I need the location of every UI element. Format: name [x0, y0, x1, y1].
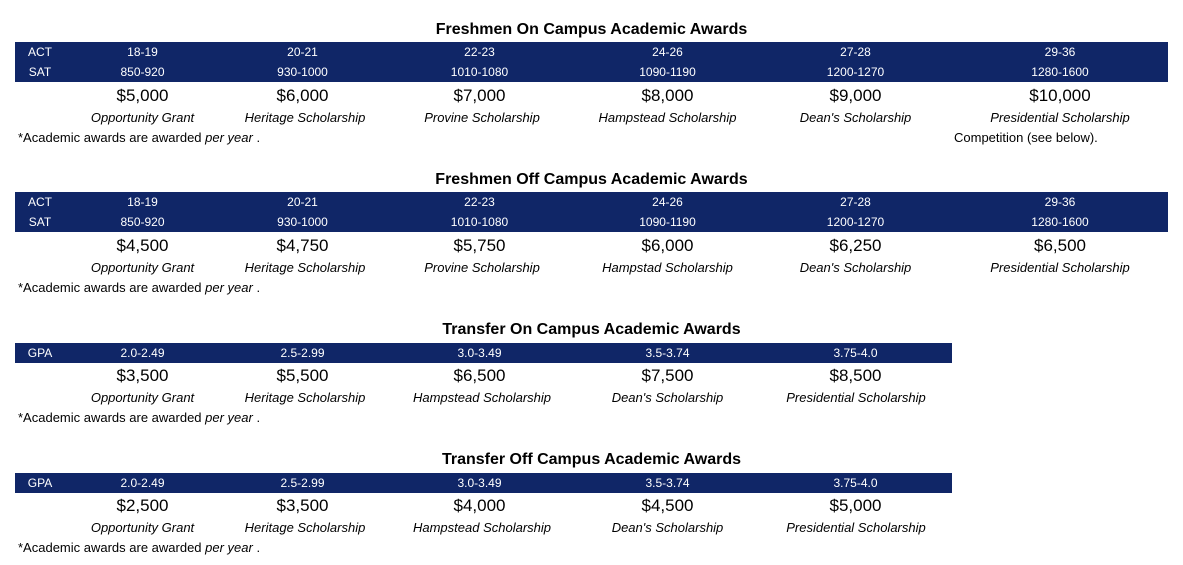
award-name: Dean's Scholarship: [799, 260, 912, 275]
footnote: [18, 128, 260, 148]
award-name: Opportunity Grant: [90, 110, 195, 125]
section-freshmen-on-campus: [15, 20, 1168, 160]
header-bar: [15, 42, 1168, 82]
gpa-range: 3.0-3.49: [457, 346, 502, 360]
award-amount: $8,000: [641, 86, 694, 105]
sat-range: 1280-1600: [1031, 65, 1089, 79]
act-range: 20-21: [287, 195, 318, 209]
footnote: [18, 278, 260, 298]
award-name: Dean's Scholarship: [611, 520, 724, 535]
award-amount: $4,500: [116, 236, 169, 255]
gpa-range: 2.0-2.49: [120, 346, 165, 360]
section-transfer-on-campus: [15, 320, 952, 430]
gpa-range: 3.5-3.74: [645, 476, 690, 490]
award-name: Heritage Scholarship: [244, 260, 366, 275]
act-range: 27-28: [840, 195, 871, 209]
sat-range: 1010-1080: [450, 215, 509, 229]
award-name: Heritage Scholarship: [244, 110, 366, 125]
act-range: 20-21: [287, 45, 318, 59]
section-title: Freshmen Off Campus Academic Awards: [435, 171, 748, 188]
award-amount: $8,500: [829, 366, 882, 385]
award-name: Hampstad Scholarship: [602, 260, 733, 275]
section-transfer-off-campus: [15, 450, 952, 560]
footnote-text: *Academic awards are awarded: [18, 410, 206, 425]
footnote-text: *Academic awards are awarded: [18, 130, 206, 145]
gpa-range: 3.75-4.0: [833, 476, 878, 490]
award-amount: $5,000: [116, 86, 169, 105]
award-amount: $6,000: [276, 86, 329, 105]
footnote-italic: per year: [205, 540, 253, 555]
gpa-label: GPA: [27, 476, 53, 490]
award-amount: $10,000: [1029, 86, 1091, 105]
award-amount: $6,500: [453, 366, 506, 385]
award-name: Provine Scholarship: [424, 110, 540, 125]
act-range: 29-36: [1044, 45, 1076, 59]
footnote-suffix: .: [252, 540, 261, 555]
act-label: ACT: [28, 195, 52, 209]
award-amount: $4,500: [641, 496, 694, 515]
act-range: 18-19: [127, 45, 158, 59]
act-range: 18-19: [127, 195, 158, 209]
act-range: 27-28: [840, 45, 871, 59]
footnote-text: *Academic awards are awarded: [18, 280, 206, 295]
act-range: 24-26: [652, 45, 683, 59]
award-amount: $5,500: [276, 366, 329, 385]
award-name: Hampstead Scholarship: [412, 520, 552, 535]
footnote-suffix: .: [252, 130, 261, 145]
award-name: Dean's Scholarship: [611, 390, 724, 405]
gpa-range: 3.0-3.49: [457, 476, 502, 490]
section-title: Freshmen On Campus Academic Awards: [435, 21, 748, 38]
award-name: Hampstead Scholarship: [412, 390, 552, 405]
sat-row: [15, 62, 1168, 82]
footnote-italic: per year: [205, 130, 253, 145]
act-range: 22-23: [464, 45, 495, 59]
sat-range: 1010-1080: [450, 65, 509, 79]
header-bar: [15, 473, 952, 493]
sat-range: 1090-1190: [639, 65, 696, 79]
act-range: 22-23: [464, 195, 495, 209]
act-row: [15, 192, 1168, 212]
sat-label: SAT: [28, 65, 52, 79]
sat-label: SAT: [28, 215, 52, 229]
sat-range: 850-920: [120, 215, 165, 229]
award-amount: $4,750: [276, 236, 329, 255]
award-name: Presidential Scholarship: [786, 520, 926, 535]
award-name: Heritage Scholarship: [244, 520, 366, 535]
gpa-range: 3.75-4.0: [833, 346, 878, 360]
section-title: Transfer On Campus Academic Awards: [442, 321, 741, 338]
award-amount: $2,500: [116, 496, 169, 515]
gpa-row: [15, 473, 952, 493]
sat-range: 930-1000: [277, 215, 328, 229]
sat-range: 1200-1270: [826, 65, 885, 79]
sat-range: 1200-1270: [826, 215, 885, 229]
award-amount: $7,500: [641, 366, 694, 385]
award-amount: $3,500: [276, 496, 329, 515]
act-range: 29-36: [1044, 195, 1076, 209]
sat-range: 1280-1600: [1031, 215, 1089, 229]
footnote-italic: per year: [205, 410, 253, 425]
award-amount: $3,500: [116, 366, 169, 385]
footnote: [18, 408, 260, 428]
act-row: [15, 42, 1168, 62]
award-name: Opportunity Grant: [90, 260, 195, 275]
gpa-range: 2.5-2.99: [280, 346, 325, 360]
footnote-suffix: .: [252, 280, 261, 295]
award-name: Provine Scholarship: [424, 260, 540, 275]
award-name: Dean's Scholarship: [799, 110, 912, 125]
act-label: ACT: [28, 45, 52, 59]
award-name: Opportunity Grant: [90, 390, 195, 405]
footnote-italic: per year: [205, 280, 253, 295]
award-amount: $6,500: [1034, 236, 1086, 255]
header-bar: [15, 192, 1168, 232]
sat-range: 930-1000: [277, 65, 328, 79]
footnote-text: *Academic awards are awarded: [18, 540, 206, 555]
sat-range: 850-920: [120, 65, 165, 79]
section-freshmen-off-campus: [15, 170, 1168, 300]
award-amount: $9,000: [829, 86, 882, 105]
sat-range: 1090-1190: [639, 215, 696, 229]
header-bar: [15, 343, 952, 363]
gpa-range: 2.0-2.49: [120, 476, 165, 490]
award-name: Opportunity Grant: [90, 520, 195, 535]
sat-row: [15, 212, 1168, 232]
act-range: 24-26: [652, 195, 683, 209]
award-name: Presidential Scholarship: [786, 390, 926, 405]
award-amount: $4,000: [453, 496, 506, 515]
award-amount: $5,750: [453, 236, 506, 255]
award-name: Heritage Scholarship: [244, 390, 366, 405]
gpa-range: 3.5-3.74: [645, 346, 690, 360]
gpa-row: [15, 343, 952, 363]
footnote: [18, 538, 260, 558]
section-title: Transfer Off Campus Academic Awards: [441, 451, 742, 468]
award-name: Hampstead Scholarship: [598, 110, 737, 125]
award-amount: $5,000: [829, 496, 882, 515]
award-name: Presidential Scholarship: [990, 110, 1130, 125]
footnote-suffix: .: [252, 410, 261, 425]
award-name: Presidential Scholarship: [990, 260, 1130, 275]
gpa-label: GPA: [27, 346, 53, 360]
award-amount: $6,000: [641, 236, 694, 255]
competition-note: Competition (see below).: [954, 130, 1098, 145]
award-amount: $7,000: [453, 86, 506, 105]
gpa-range: 2.5-2.99: [280, 476, 325, 490]
award-amount: $6,250: [829, 236, 882, 255]
